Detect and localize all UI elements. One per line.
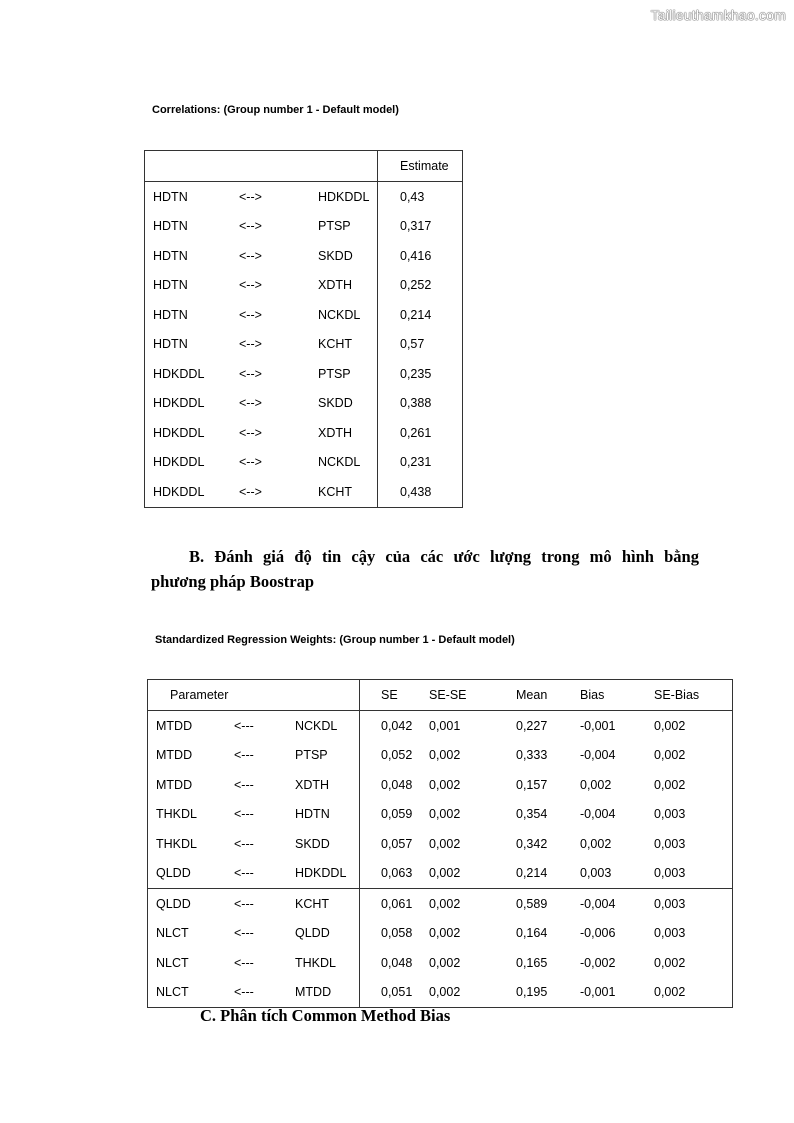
table-row	[145, 389, 463, 419]
var-right: NCKDL	[295, 718, 338, 733]
watermark-text: Tailieuthamkhao.com	[650, 7, 786, 23]
header-se-bias: SE-Bias	[654, 680, 733, 711]
se-value: 0,052	[360, 741, 428, 771]
relation-arrow: <---	[234, 836, 254, 851]
se-bias-value: 0,003	[654, 836, 686, 851]
header-se-se: SE-SE	[427, 680, 516, 711]
estimate-value: 0,57	[378, 330, 463, 360]
table-row	[148, 978, 733, 1008]
bias-value: -0,001	[580, 985, 616, 1000]
table-row	[145, 182, 463, 212]
mean-value: 0,164	[516, 926, 548, 941]
var-right: KCHT	[295, 896, 330, 911]
se-bias-value: 0,002	[654, 777, 686, 792]
se-se-value: 0,002	[429, 955, 461, 970]
se-value: 0,061	[360, 889, 428, 919]
se-se-value: 0,002	[429, 748, 461, 763]
var-right: XDTH	[318, 425, 353, 440]
estimate-value: 0,214	[378, 300, 463, 330]
bias-value: -0,001	[580, 718, 616, 733]
estimate-value: 0,235	[378, 359, 463, 389]
se-se-value: 0,001	[429, 718, 461, 733]
bootstrap-header-row	[148, 680, 733, 711]
header-bias: Bias	[580, 680, 654, 711]
estimate-value: 0,317	[378, 212, 463, 242]
mean-value: 0,195	[516, 985, 548, 1000]
estimate-value: 0,388	[378, 389, 463, 419]
var-right: SKDD	[318, 248, 353, 263]
var-left: NLCT	[156, 985, 189, 1000]
var-right: QLDD	[295, 926, 330, 941]
var-left: HDKDDL	[153, 455, 205, 470]
section-b-line1: B. Đánh giá độ tin cậy của các ước lượng trong mô hình bằng	[189, 547, 699, 566]
relation-arrow: <---	[234, 777, 254, 792]
var-right: NCKDL	[318, 455, 361, 470]
bias-value: 0,002	[580, 836, 612, 851]
estimate-value: 0,252	[378, 271, 463, 301]
se-bias-value: 0,002	[654, 718, 686, 733]
table-row	[148, 770, 733, 800]
relation-arrow: <---	[234, 896, 254, 911]
table-row	[145, 418, 463, 448]
se-se-value: 0,002	[427, 859, 516, 889]
relation-arrow: <-->	[239, 455, 262, 470]
header-se: SE	[360, 680, 428, 711]
table-row	[145, 448, 463, 478]
var-left: THKDL	[156, 807, 197, 822]
var-left: MTDD	[156, 748, 193, 763]
table-row	[145, 359, 463, 389]
table-row	[145, 300, 463, 330]
relation-arrow: <-->	[239, 484, 262, 499]
se-se-value: 0,002	[429, 985, 461, 1000]
mean-value: 0,157	[516, 777, 548, 792]
var-right: NCKDL	[318, 307, 361, 322]
relation-arrow: <-->	[239, 248, 262, 263]
var-left: HDTN	[153, 219, 188, 234]
var-right: SKDD	[295, 836, 330, 851]
se-se-value: 0,002	[429, 807, 461, 822]
var-left: HDTN	[153, 337, 188, 352]
bias-value: -0,002	[580, 955, 616, 970]
header-blank	[145, 151, 240, 182]
table-row	[148, 919, 733, 949]
table-row	[148, 859, 733, 889]
bias-value: -0,006	[580, 926, 616, 941]
var-left: QLDD	[156, 896, 191, 911]
bootstrap-table	[147, 679, 733, 1008]
bias-value: 0,003	[580, 859, 654, 889]
var-left: HDKDDL	[153, 396, 205, 411]
mean-value: 0,342	[516, 836, 548, 851]
bias-value: -0,004	[580, 896, 616, 911]
relation-arrow: <---	[234, 859, 295, 889]
var-right: MTDD	[295, 985, 332, 1000]
relation-arrow: <-->	[239, 307, 262, 322]
estimate-value: 0,416	[378, 241, 463, 271]
var-right: HDKDDL	[318, 189, 370, 204]
header-estimate: Estimate	[378, 151, 463, 182]
var-left: HDKDDL	[153, 484, 205, 499]
mean-value: 0,165	[516, 955, 548, 970]
table-row	[148, 829, 733, 859]
bootstrap-caption: Standardized Regression Weights: (Group number 1 - Default model)	[155, 634, 515, 646]
var-left: HDKDDL	[153, 366, 205, 381]
se-value: 0,057	[360, 829, 428, 859]
header-parameter: Parameter	[148, 680, 360, 711]
var-right: PTSP	[318, 366, 351, 381]
var-left: MTDD	[156, 777, 193, 792]
se-bias-value: 0,002	[654, 955, 686, 970]
var-left: NLCT	[156, 926, 189, 941]
relation-arrow: <-->	[239, 396, 262, 411]
se-value: 0,048	[360, 948, 428, 978]
mean-value: 0,333	[516, 748, 548, 763]
var-left: HDTN	[153, 189, 188, 204]
table-row	[145, 330, 463, 360]
var-left: HDTN	[153, 278, 188, 293]
se-value: 0,058	[360, 919, 428, 949]
se-bias-value: 0,002	[654, 985, 686, 1000]
se-value: 0,063	[360, 859, 428, 889]
relation-arrow: <-->	[239, 337, 262, 352]
se-se-value: 0,002	[429, 926, 461, 941]
relation-arrow: <-->	[239, 278, 262, 293]
se-value: 0,042	[360, 711, 428, 741]
table-row	[148, 889, 733, 919]
var-left: MTDD	[156, 718, 193, 733]
mean-value: 0,227	[516, 718, 548, 733]
relation-arrow: <-->	[239, 189, 262, 204]
se-bias-value: 0,003	[654, 896, 686, 911]
table-row	[145, 271, 463, 301]
var-left: HDTN	[153, 248, 188, 263]
estimate-value: 0,261	[378, 418, 463, 448]
header-blank	[239, 151, 318, 182]
var-left: QLDD	[148, 859, 235, 889]
estimate-value: 0,231	[378, 448, 463, 478]
se-bias-value: 0,002	[654, 748, 686, 763]
section-b-line2: phương pháp Boostrap	[151, 572, 315, 591]
se-value: 0,048	[360, 770, 428, 800]
mean-value: 0,354	[516, 807, 548, 822]
relation-arrow: <-->	[239, 219, 262, 234]
se-value: 0,051	[360, 978, 428, 1008]
se-se-value: 0,002	[429, 896, 461, 911]
var-right: PTSP	[295, 748, 328, 763]
var-left: HDTN	[153, 307, 188, 322]
section-b-heading	[151, 544, 699, 594]
var-left: NLCT	[156, 955, 189, 970]
relation-arrow: <---	[234, 926, 254, 941]
correlations-table	[144, 150, 463, 508]
relation-arrow: <---	[234, 718, 254, 733]
var-right: PTSP	[318, 219, 351, 234]
var-right: HDKDDL	[295, 859, 360, 889]
var-left: HDKDDL	[153, 425, 205, 440]
bias-value: -0,004	[580, 748, 616, 763]
table-row	[145, 477, 463, 507]
relation-arrow: <---	[234, 985, 254, 1000]
var-right: HDTN	[295, 807, 330, 822]
table-row	[145, 212, 463, 242]
correlations-caption: Correlations: (Group number 1 - Default model)	[152, 104, 399, 116]
relation-arrow: <---	[234, 807, 254, 822]
header-blank	[318, 151, 378, 182]
se-value: 0,059	[360, 800, 428, 830]
se-bias-value: 0,003	[654, 807, 686, 822]
relation-arrow: <-->	[239, 366, 262, 381]
table-row	[148, 948, 733, 978]
var-right: THKDL	[295, 955, 336, 970]
var-right: SKDD	[318, 396, 353, 411]
estimate-value: 0,438	[378, 477, 463, 507]
relation-arrow: <---	[234, 748, 254, 763]
relation-arrow: <---	[234, 955, 254, 970]
se-bias-value: 0,003	[654, 859, 733, 889]
table-row	[145, 241, 463, 271]
bias-value: -0,004	[580, 807, 616, 822]
estimate-value: 0,43	[378, 182, 463, 212]
relation-arrow: <-->	[239, 425, 262, 440]
se-bias-value: 0,003	[654, 926, 686, 941]
var-right: XDTH	[295, 777, 330, 792]
correlations-header-row	[145, 151, 463, 182]
bias-value: 0,002	[580, 777, 612, 792]
header-mean: Mean	[516, 680, 580, 711]
var-right: XDTH	[318, 278, 353, 293]
mean-value: 0,214	[516, 859, 580, 889]
se-se-value: 0,002	[429, 836, 461, 851]
se-se-value: 0,002	[429, 777, 461, 792]
mean-value: 0,589	[516, 896, 548, 911]
var-right: KCHT	[318, 337, 353, 352]
var-left: THKDL	[156, 836, 197, 851]
table-row	[148, 711, 733, 741]
var-right: KCHT	[318, 484, 353, 499]
table-row	[148, 800, 733, 830]
table-row	[148, 741, 733, 771]
section-c-heading: C. Phân tích Common Method Bias	[200, 1006, 451, 1025]
